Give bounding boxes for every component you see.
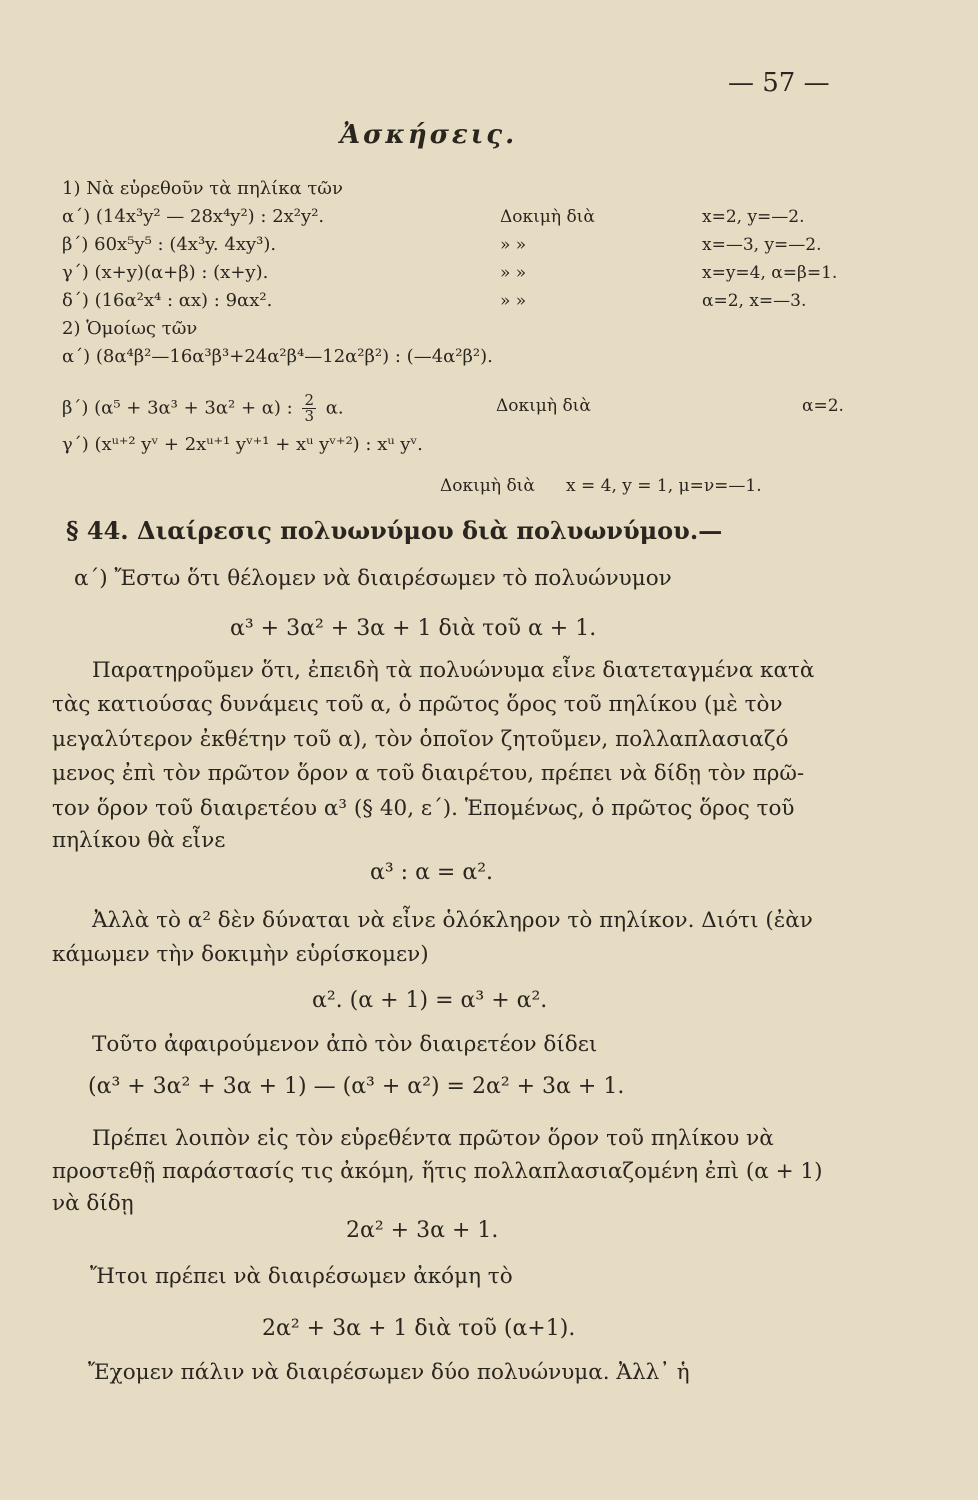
text-line: τὰς κατιούσας δυνάμεις τοῦ α, ὁ πρῶτος ὅρος τοῦ πηλίκου (μὲ τὸν [52,692,783,717]
text-line: μεγαλύτερον ἐκθέτην τοῦ α), τὸν ὁποῖον ζητοῦμεν, πολλαπλασιαζό [52,727,789,752]
exercise-1-intro: 1) Νὰ εὑρεθοῦν τὰ πηλίκα τῶν [62,178,343,199]
exercise-1c: γ΄) (x+y)(α+β) : (x+y). [62,262,269,283]
text-line: προστεθῇ παράστασίς τις ἀκόμη, ἥτις πολλαπλασιαζομένη ἐπὶ (α + 1) [52,1159,823,1184]
exercise-1d-values: α=2, x=—3. [702,291,807,311]
exercise-1a: α΄) (14x³y² — 28x⁴y²) : 2x²y². [62,206,325,227]
exercise-1b-values: x=—3, y=—2. [702,235,822,255]
text-line: α΄) Ἔστω ὅτι θέλομεν νὰ διαιρέσωμεν τὸ πολυώνυμον [74,566,672,591]
exercise-1d-check: » » [500,291,527,311]
text-line: Πρέπει λοιπὸν εἰς τὸν εὑρεθέντα πρῶτον ὅρον τοῦ πηλίκου νὰ [92,1126,774,1151]
fraction [302,393,316,424]
text-line: κάμωμεν τὴν δοκιμὴν εὑρίσκομεν) [52,942,429,967]
text-line: Ἤτοι πρέπει νὰ διαιρέσωμεν ἀκόμη τὸ [90,1264,513,1289]
exercise-1d: δ΄) (16α²x⁴ : αx) : 9αx². [62,290,273,311]
exercise-2b-right: α. [325,397,344,419]
text-line: Ἔχομεν πάλιν νὰ διαιρέσωμεν δύο πολυώνυμα. Ἀλλ᾽ ἡ [88,1360,690,1385]
exercise-1c-check: » » [500,263,527,283]
text-line: τον ὅρον τοῦ διαιρετέου α³ (§ 40, ε΄). Ἑπομένως, ὁ πρῶτος ὅρος τοῦ [52,796,795,821]
equation: 2α² + 3α + 1 διὰ τοῦ (α+1). [262,1316,576,1341]
exercise-2b-left: β΄) (α⁵ + 3α³ + 3α² + α) : [62,397,293,419]
exercise-2c: γ΄) (xᵘ⁺² yᵛ + 2xᵘ⁺¹ yᵛ⁺¹ + xᵘ yᵛ⁺²) : xᵘ yᵛ. [62,434,423,455]
fraction-numerator: 2 [304,391,315,409]
text-line: Τοῦτο ἀφαιρούμενον ἀπὸ τὸν διαιρετέον δίδει [92,1032,598,1057]
exercise-2a: α΄) (8α⁴β²—16α³β³+24α²β⁴—12α²β²) : (—4α²β²). [62,346,493,367]
equation: 2α² + 3α + 1. [346,1218,499,1243]
text-line: Ἀλλὰ τὸ α² δὲν δύναται νὰ εἶνε ὁλόκληρον τὸ πηλίκον. Διότι (ἐὰν [92,908,813,933]
section-title: § 44. Διαίρεσις πολυωνύμου διὰ πολυωνύμου.— [66,516,723,545]
exercise-1b: β΄) 60x⁵y⁵ : (4x³y. 4xy³). [62,234,277,255]
exercise-2b [62,393,344,424]
page-number: — 57 — [728,68,830,98]
exercise-1a-values: x=2, y=—2. [702,207,805,227]
exercise-2b-values: α=2. [802,396,844,416]
text-line: πηλίκου θὰ εἶνε [52,828,226,853]
exercise-2c-check: Δοκιμὴ διὰ [440,476,535,496]
equation: α³ + 3α² + 3α + 1 διὰ τοῦ α + 1. [230,616,597,641]
exercise-2b-check: Δοκιμὴ διὰ [496,396,591,416]
text-line: Παρατηροῦμεν ὅτι, ἐπειδὴ τὰ πολυώνυμα εἶνε διατεταγμένα κατὰ [92,658,815,683]
fraction-denominator: 3 [304,407,315,425]
equation: α³ : α = α². [370,860,494,885]
text-line: μενος ἐπὶ τὸν πρῶτον ὅρον α τοῦ διαιρέτου, πρέπει νὰ δίδῃ τὸν πρῶ- [52,761,805,786]
exercise-1c-values: x=y=4, α=β=1. [702,263,838,283]
exercise-2c-values: x = 4, y = 1, μ=ν=—1. [566,476,762,496]
exercise-2-intro: 2) Ὁμοίως τῶν [62,318,198,339]
equation: α². (α + 1) = α³ + α². [312,988,548,1013]
exercise-1b-check: » » [500,235,527,255]
equation: (α³ + 3α² + 3α + 1) — (α³ + α²) = 2α² + 3α + 1. [88,1074,625,1099]
exercises-heading: Ἀσκήσεις. [340,120,518,150]
text-line: νὰ δίδῃ [52,1191,134,1216]
exercise-1a-check: Δοκιμὴ διὰ [500,207,595,227]
